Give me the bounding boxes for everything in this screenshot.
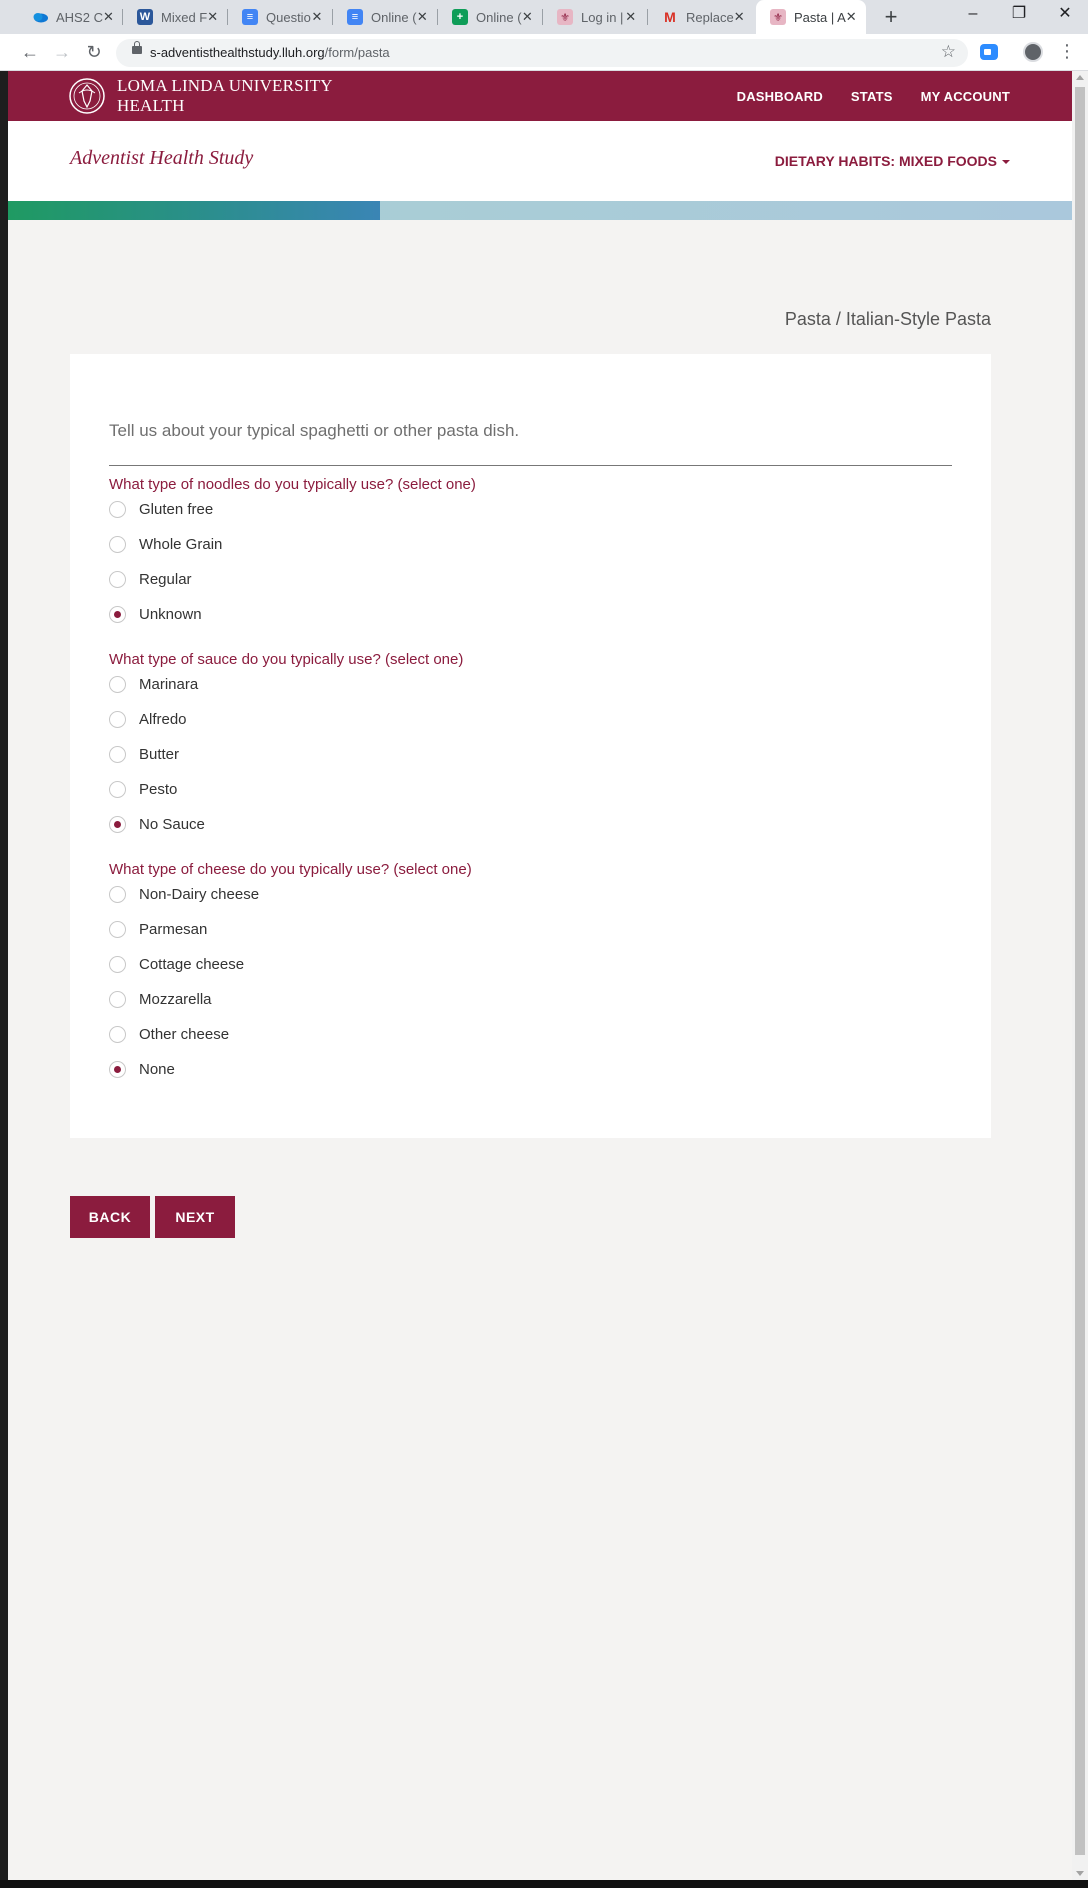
- back-button[interactable]: BACK: [70, 1196, 150, 1238]
- option-label: Gluten free: [139, 500, 214, 518]
- breadcrumb: Pasta / Italian-Style Pasta: [784, 309, 991, 329]
- forward-arrow-icon[interactable]: →: [53, 42, 71, 62]
- option-cottage-cheese[interactable]: [109, 953, 244, 975]
- back-arrow-icon[interactable]: ←: [21, 42, 39, 62]
- scroll-down-arrow-icon[interactable]: [1076, 1871, 1084, 1876]
- word-icon: W: [137, 9, 153, 25]
- option-marinara[interactable]: [109, 673, 198, 695]
- zoom-extension-icon[interactable]: [980, 44, 998, 60]
- browser-tab[interactable]: [438, 0, 543, 34]
- close-icon[interactable]: ✕: [521, 9, 533, 24]
- url-path: /form/pasta: [324, 45, 390, 60]
- radio-button[interactable]: [109, 886, 126, 903]
- browser-tab-label: Online (: [371, 9, 417, 25]
- browser-tab-bar: [0, 0, 1088, 34]
- browser-tab[interactable]: [18, 0, 123, 34]
- browser-tab[interactable]: [333, 0, 438, 34]
- option-label: Regular: [139, 570, 192, 588]
- question-noodles: What type of noodles do you typically use? (select one): [109, 476, 476, 493]
- url-domain: s-adventisthealthstudy.lluh.org: [150, 45, 325, 60]
- radio-button[interactable]: [109, 921, 126, 938]
- reload-icon[interactable]: ↻: [86, 42, 102, 62]
- radio-button[interactable]: [109, 501, 126, 518]
- logo-line-2: HEALTH: [117, 96, 185, 115]
- radio-button[interactable]: [109, 571, 126, 588]
- radio-button[interactable]: [109, 956, 126, 973]
- scroll-up-arrow-icon[interactable]: [1076, 75, 1084, 80]
- radio-button[interactable]: [109, 991, 126, 1008]
- option-butter[interactable]: [109, 743, 179, 765]
- option-non-dairy-cheese[interactable]: [109, 883, 259, 905]
- os-taskbar: [0, 1880, 1088, 1888]
- option-label: No Sauce: [139, 815, 205, 833]
- divider: [109, 465, 952, 466]
- browser-tab[interactable]: [648, 0, 753, 34]
- top-nav: [709, 71, 1010, 121]
- option-alfredo[interactable]: [109, 708, 187, 730]
- form-intro-text: Tell us about your typical spaghetti or other pasta dish.: [109, 421, 520, 440]
- question-sauce: What type of sauce do you typically use? (select one): [109, 651, 464, 668]
- radio-button[interactable]: [109, 746, 126, 763]
- option-label: Whole Grain: [139, 535, 223, 553]
- browser-tab-label: Mixed F: [161, 9, 208, 25]
- llu-seal-icon: ⚜: [557, 9, 573, 25]
- question-card: [70, 354, 991, 1138]
- nav-dashboard-link[interactable]: DASHBOARD: [736, 88, 823, 104]
- option-label: Non-Dairy cheese: [139, 885, 260, 903]
- page-viewport: [8, 71, 1072, 1880]
- browser-tab-label: Replace: [686, 9, 734, 25]
- radio-button[interactable]: [109, 606, 126, 623]
- site-header: [8, 71, 1072, 121]
- option-none[interactable]: [109, 1058, 175, 1080]
- logo-line-1: LOMA LINDA UNIVERSITY: [117, 76, 333, 95]
- browser-tab-label: Pasta | A: [794, 9, 846, 25]
- university-logo-text[interactable]: [117, 76, 333, 116]
- url-text[interactable]: [150, 45, 390, 60]
- window-close-icon[interactable]: ✕: [1058, 5, 1072, 22]
- close-icon[interactable]: ✕: [625, 9, 637, 24]
- radio-button[interactable]: [109, 816, 126, 833]
- option-whole-grain[interactable]: [109, 533, 222, 555]
- llu-seal-logo-icon[interactable]: [68, 77, 106, 115]
- address-bar[interactable]: [116, 39, 968, 67]
- option-unknown[interactable]: [109, 603, 202, 625]
- option-label: Unknown: [139, 605, 202, 623]
- browser-tab[interactable]: [543, 0, 648, 34]
- close-icon[interactable]: ✕: [845, 9, 857, 24]
- option-label: Marinara: [139, 675, 199, 693]
- radio-button[interactable]: [109, 1061, 126, 1078]
- browser-tab[interactable]: [228, 0, 333, 34]
- browser-toolbar: [0, 34, 1088, 71]
- llu-seal-icon: ⚜: [770, 9, 786, 25]
- form-progress-fill: [8, 201, 380, 220]
- close-icon[interactable]: ✕: [207, 9, 219, 24]
- browser-tab-label: Online (: [476, 9, 522, 25]
- browser-tab-label: AHS2 C: [56, 9, 103, 25]
- option-label: Mozzarella: [139, 990, 212, 1008]
- radio-button[interactable]: [109, 781, 126, 798]
- option-label: Pesto: [139, 780, 178, 798]
- browser-tab-label: Log in |: [581, 9, 624, 25]
- option-regular[interactable]: [109, 568, 192, 590]
- option-parmesan[interactable]: [109, 918, 207, 940]
- radio-button[interactable]: [109, 1026, 126, 1043]
- background-window-edge: [0, 71, 8, 1880]
- option-mozzarella[interactable]: [109, 988, 212, 1010]
- minimize-icon[interactable]: –: [968, 5, 978, 22]
- profile-avatar-icon[interactable]: [1023, 42, 1043, 62]
- option-label: Other cheese: [139, 1025, 230, 1043]
- section-dropdown[interactable]: [775, 153, 1010, 169]
- browser-menu-icon[interactable]: ⋮: [1058, 41, 1076, 61]
- radio-button[interactable]: [109, 536, 126, 553]
- nav-stats-link[interactable]: STATS: [850, 88, 893, 104]
- docs-icon: ≡: [242, 9, 258, 25]
- onedrive-icon: [32, 9, 48, 25]
- browser-tab-active[interactable]: [756, 0, 866, 34]
- radio-button[interactable]: [109, 711, 126, 728]
- option-label: None: [139, 1060, 175, 1078]
- close-icon[interactable]: ✕: [733, 9, 745, 24]
- new-tab-icon[interactable]: +: [884, 4, 898, 29]
- section-dropdown-label: DIETARY HABITS: MIXED FOODS: [774, 153, 997, 169]
- browser-tab-label: Questio: [266, 9, 311, 25]
- option-pesto[interactable]: [109, 778, 177, 800]
- nav-my-account-link[interactable]: MY ACCOUNT: [920, 88, 1010, 104]
- browser-tab[interactable]: [123, 0, 228, 34]
- close-icon[interactable]: ✕: [311, 9, 323, 24]
- option-label: Butter: [139, 745, 180, 763]
- gmail-icon: M: [664, 9, 676, 25]
- next-button[interactable]: NEXT: [155, 1196, 235, 1238]
- close-icon[interactable]: ✕: [416, 9, 428, 24]
- option-label: Cottage cheese: [139, 955, 245, 973]
- option-label: Parmesan: [139, 920, 208, 938]
- study-brand-title[interactable]: Adventist Health Study: [70, 147, 254, 169]
- bookmark-star-icon[interactable]: ☆: [940, 42, 956, 61]
- close-icon[interactable]: ✕: [102, 9, 114, 24]
- sheets-plus-icon: +: [452, 9, 468, 25]
- restore-icon[interactable]: ❐: [1011, 5, 1027, 22]
- option-gluten-free[interactable]: [109, 498, 213, 520]
- question-cheese: What type of cheese do you typically use? (select one): [109, 861, 472, 878]
- scrollbar-thumb[interactable]: [1075, 87, 1085, 1855]
- docs-icon: ≡: [347, 9, 363, 25]
- page-scrollbar[interactable]: [1072, 71, 1088, 1880]
- form-progress-bar: [8, 201, 1072, 220]
- caret-down-icon: [1002, 160, 1010, 164]
- option-no-sauce[interactable]: [109, 813, 205, 835]
- option-label: Alfredo: [139, 710, 187, 728]
- option-other-cheese[interactable]: [109, 1023, 229, 1045]
- study-subheader: [8, 121, 1072, 201]
- lock-icon: [132, 46, 142, 54]
- radio-button[interactable]: [109, 676, 126, 693]
